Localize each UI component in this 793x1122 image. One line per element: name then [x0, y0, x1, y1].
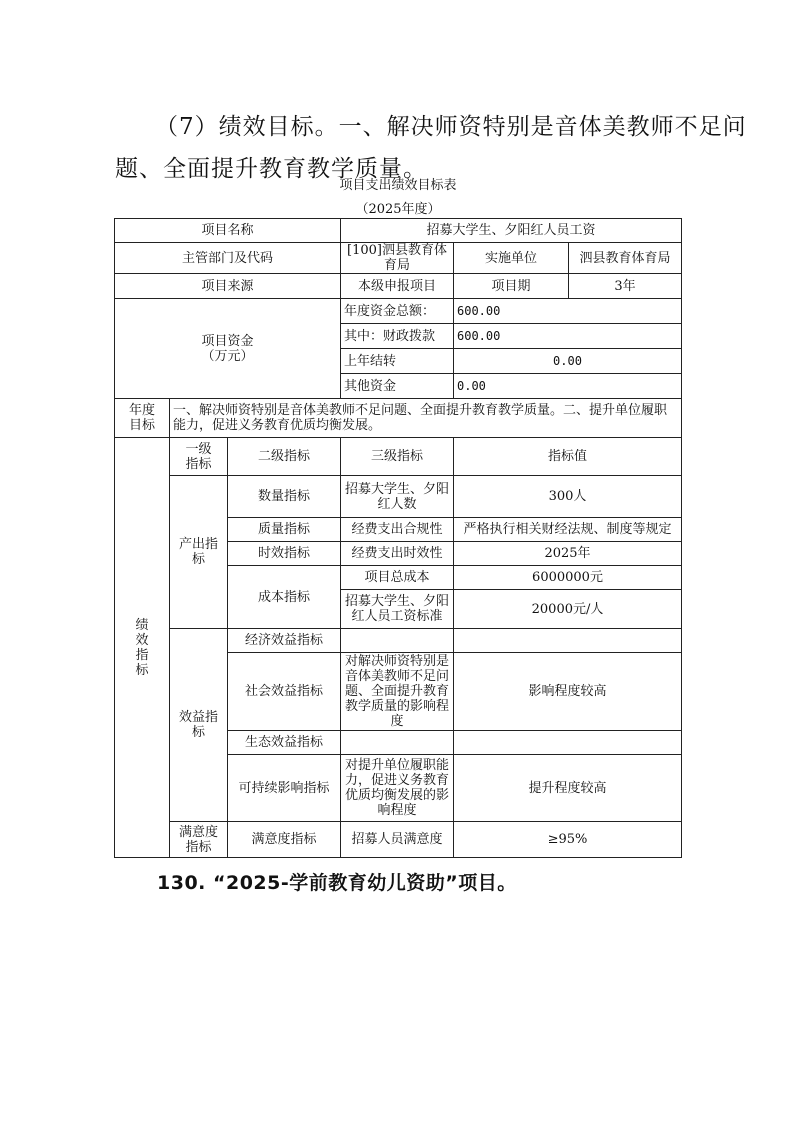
source-value: 本级申报项目	[341, 274, 454, 299]
output-value: 严格执行相关财经法规、制度等规定	[454, 518, 682, 542]
cost-indicator-label: 成本指标	[228, 566, 341, 629]
annual-goal-text: 一、解决师资特别是音体美教师不足问题、全面提升教育教学质量。二、提升单位履职能力，促进义务教育优质均衡发展。	[170, 399, 682, 438]
period-value: 3年	[569, 274, 682, 299]
benefit-level3: 对解决师资特别是 音体美教师不足问 题、全面提升教育 教学质量的影响程 度	[341, 653, 454, 731]
source-label: 项目来源	[115, 274, 341, 299]
dept-label: 主管部门及代码	[115, 243, 341, 274]
funds-other-label: 其他资金	[341, 374, 454, 399]
dept-value: [100]泗县教育体育局	[341, 243, 454, 274]
benefit-value: 提升程度较高	[454, 755, 682, 822]
intro-line-1: （7）绩效目标。一、解决师资特别是音体美教师不足问	[155, 114, 747, 140]
table-row	[115, 274, 682, 299]
impl-label: 实施单位	[454, 243, 569, 274]
satisfaction-indicator-label: 满意度 指标	[170, 822, 228, 858]
funds-label: 项目资金 （万元）	[115, 299, 341, 399]
funds-other-value: 0.00	[454, 374, 682, 399]
output-indicator-label: 产出指 标	[170, 476, 228, 629]
benefit-level3	[341, 731, 454, 755]
performance-table	[114, 218, 682, 858]
table-title: 项目支出绩效目标表	[339, 178, 457, 193]
output-value: 300人	[454, 476, 682, 518]
annual-goal-label: 年度 目标	[115, 399, 170, 438]
col-level3-header: 三级指标	[341, 438, 454, 476]
table-row	[115, 399, 682, 438]
satisfaction-level2: 满意度指标	[228, 822, 341, 858]
benefit-level3	[341, 629, 454, 653]
funds-total-label: 年度资金总额：	[341, 299, 454, 324]
output-level2: 数量指标	[228, 476, 341, 518]
col-level1-header: 一级 指标	[170, 438, 228, 476]
benefit-level3: 对提升单位履职能 力，促进义务教育 优质均衡发展的影 响程度	[341, 755, 454, 822]
satisfaction-level3: 招募人员满意度	[341, 822, 454, 858]
impl-value: 泗县教育体育局	[569, 243, 682, 274]
benefit-value	[454, 629, 682, 653]
cost-value: 20000元/人	[454, 590, 682, 629]
indicators-label: 绩 效 指 标	[115, 438, 170, 858]
benefit-level2: 经济效益指标	[228, 629, 341, 653]
cost-level3: 项目总成本	[341, 566, 454, 590]
funds-total-value: 600.00	[454, 299, 682, 324]
output-level2: 质量指标	[228, 518, 341, 542]
benefit-value	[454, 731, 682, 755]
table-row	[115, 219, 682, 243]
output-level3: 经费支出时效性	[341, 542, 454, 566]
col-value-header: 指标值	[454, 438, 682, 476]
cost-value: 6000000元	[454, 566, 682, 590]
period-label: 项目期	[454, 274, 569, 299]
output-level2: 时效指标	[228, 542, 341, 566]
funds-carry-value: 0.00	[454, 349, 682, 374]
project-name-value: 招募大学生、夕阳红人员工资	[341, 219, 682, 243]
cost-level3: 招募大学生、夕阳 红人员工资标准	[341, 590, 454, 629]
col-level2-header: 二级指标	[228, 438, 341, 476]
table-row	[115, 822, 682, 858]
benefit-level2: 可持续影响指标	[228, 755, 341, 822]
output-level3: 招募大学生、夕阳 红人数	[341, 476, 454, 518]
funds-fiscal-label: 其中：财政拨款	[341, 324, 454, 349]
table-row	[115, 476, 682, 518]
benefit-value: 影响程度较高	[454, 653, 682, 731]
benefit-level2: 社会效益指标	[228, 653, 341, 731]
table-row	[115, 243, 682, 274]
table-row	[115, 299, 682, 324]
next-section-heading: 130. “2025-学前教育幼儿资助”项目。	[157, 872, 517, 894]
funds-fiscal-value: 600.00	[454, 324, 682, 349]
benefit-level2: 生态效益指标	[228, 731, 341, 755]
project-name-label: 项目名称	[115, 219, 341, 243]
funds-carry-label: 上年结转	[341, 349, 454, 374]
satisfaction-value: ≥95%	[454, 822, 682, 858]
table-row	[115, 629, 682, 653]
output-value: 2025年	[454, 542, 682, 566]
table-row	[115, 438, 682, 476]
output-level3: 经费支出合规性	[341, 518, 454, 542]
intro-line-2: 题、全面提升教育教学质量。	[115, 156, 427, 182]
table-subtitle: （2025年度）	[355, 202, 441, 217]
benefit-indicator-label: 效益指 标	[170, 629, 228, 822]
